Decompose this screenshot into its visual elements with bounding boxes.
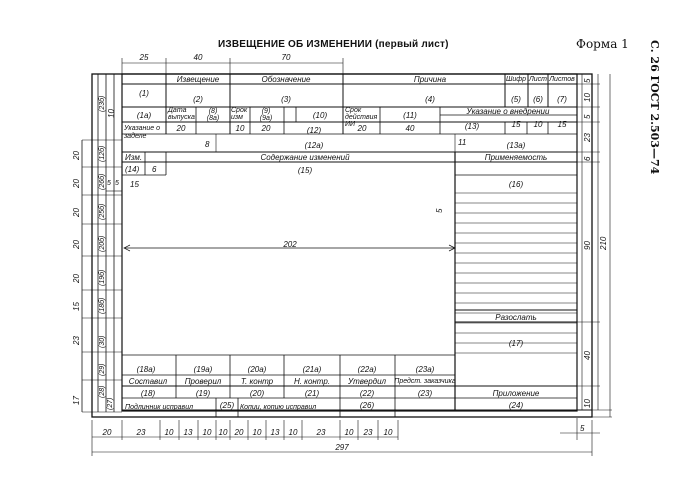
bdim-12: 23 <box>363 428 373 437</box>
field-18: (18) <box>140 389 156 398</box>
field-6: (6) <box>533 95 543 104</box>
field-9a: (9а) <box>259 115 273 122</box>
ldim-1: 20 <box>72 179 81 188</box>
rdim-90: 90 <box>583 241 592 250</box>
lsmall-0: 10 <box>107 109 116 118</box>
field-7: (7) <box>557 95 567 104</box>
dim-20-c: 20 <box>357 124 367 133</box>
dim-20-b: 20 <box>261 124 271 133</box>
field-1a: (1а) <box>136 111 152 120</box>
label-predst-zakazchika: Предст. заказчика <box>394 378 456 385</box>
dim-5-a: 5 <box>435 208 444 213</box>
ldim-3: 20 <box>72 240 81 249</box>
field-20a: (20а) <box>247 365 267 374</box>
lcode-1: (12б) <box>99 145 106 162</box>
field-8: (8) <box>208 108 218 115</box>
lcode-8: (29) <box>99 363 106 376</box>
dim-15-b: 15 <box>557 120 567 129</box>
hdr-izm: Изм. <box>125 153 143 162</box>
lcode-6: (18б) <box>99 297 106 314</box>
lsmall-1: 5 <box>107 180 111 187</box>
field-8a: (8а) <box>206 115 220 122</box>
dim-6: 6 <box>152 165 157 174</box>
field-10: (10) <box>312 111 328 120</box>
rdim-23: 23 <box>583 133 592 142</box>
bdim-9: 10 <box>288 428 298 437</box>
label-utverdil: Утвердил <box>347 377 387 386</box>
field-15: (15) <box>297 166 313 175</box>
dim-40-b: 40 <box>405 124 415 133</box>
hdr-primenyaemost: Применяемость <box>484 153 548 162</box>
field-2: (2) <box>193 95 203 104</box>
dim-25: 25 <box>139 53 149 62</box>
field-21: (21) <box>304 389 320 398</box>
label-srok-deistviya: Срок действия ИИ <box>345 107 378 128</box>
bdim-13: 10 <box>383 428 393 437</box>
lcode-4: (20б) <box>99 235 106 252</box>
field-5: (5) <box>511 95 521 104</box>
label-ukazanie-vnedrenii: Указание о внедрении <box>466 107 550 116</box>
bdim-0: 20 <box>102 428 112 437</box>
lcode-7: (30) <box>99 335 106 348</box>
label-sostavil: Составил <box>128 377 168 386</box>
field-3: (3) <box>281 95 291 104</box>
lcode-3: (25б) <box>99 203 106 220</box>
rdim-6: 6 <box>583 156 592 161</box>
ldim-7: 17 <box>72 396 81 405</box>
hdr-shifr: Шифр <box>505 76 527 83</box>
field-14: (14) <box>125 165 140 174</box>
label-podlinnik-ispravil: Подлинник исправил <box>125 404 194 411</box>
field-23a: (23а) <box>415 365 435 374</box>
field-12a: (12а) <box>304 141 324 150</box>
field-1: (1) <box>139 89 149 98</box>
rdim-40: 40 <box>583 351 592 360</box>
label-data-vypuska: Дата выпуска <box>168 107 195 121</box>
label-prilozhenie: Приложение <box>492 389 540 398</box>
bdim-7: 10 <box>252 428 262 437</box>
hdr-list: Лист <box>528 76 548 83</box>
side-page-label: С. 26 ГОСТ 2.503—74 <box>648 40 661 175</box>
field-4: (4) <box>425 95 435 104</box>
field-23: (23) <box>417 389 433 398</box>
field-13a: (13а) <box>506 141 526 150</box>
label-ukazanie-zadele: Указание о заделе <box>124 125 160 140</box>
lcode-10: (27) <box>107 397 114 410</box>
ldim-5: 15 <box>72 302 81 311</box>
bdim-6: 20 <box>234 428 244 437</box>
bdim-4: 10 <box>202 428 212 437</box>
field-26: (26) <box>359 401 375 410</box>
field-20: (20) <box>249 389 265 398</box>
field-25: (25) <box>219 401 235 410</box>
lcode-2: (26б) <box>99 173 106 190</box>
bdim-1: 23 <box>136 428 146 437</box>
field-21a: (21а) <box>302 365 322 374</box>
bdim-11: 10 <box>344 428 354 437</box>
field-17: (17) <box>508 339 524 348</box>
ldim-2: 20 <box>72 208 81 217</box>
dim-40: 40 <box>193 53 203 62</box>
field-12: (12) <box>306 126 322 135</box>
rdim-5-b: 5 <box>583 114 592 119</box>
label-t-kontr: Т. контр <box>240 377 274 386</box>
hdr-listov: Листов <box>549 76 575 83</box>
field-22a: (22а) <box>357 365 377 374</box>
lcode-0: (23б) <box>99 95 106 112</box>
bdim-10: 23 <box>316 428 326 437</box>
bdim-2: 10 <box>164 428 174 437</box>
dim-20-a: 20 <box>176 124 186 133</box>
dim-202: 202 <box>283 240 297 249</box>
lsmall-2: 5 <box>115 180 119 187</box>
ldim-6: 23 <box>72 336 81 345</box>
bdim-8: 13 <box>270 428 280 437</box>
rdim-5-a: 5 <box>583 78 592 83</box>
dim-11: 11 <box>458 138 467 147</box>
field-22: (22) <box>359 389 375 398</box>
bdim-3: 13 <box>183 428 193 437</box>
bdim-5: 10 <box>218 428 228 437</box>
field-18a: (18а) <box>136 365 156 374</box>
field-13: (13) <box>464 122 480 131</box>
form-label: Форма 1 <box>576 37 629 51</box>
label-proveril: Проверил <box>184 377 222 386</box>
hdr-prichina: Причина <box>413 75 447 84</box>
hdr-oboznachenie: Обозначение <box>261 75 311 84</box>
rdim-10-b: 10 <box>583 399 592 408</box>
label-n-kontr: Н. контр. <box>293 377 331 386</box>
label-razoslat: Разослать <box>495 313 537 322</box>
lcode-5: (19б) <box>99 269 106 286</box>
hdr-soderzhanie: Содержание изменений <box>260 153 350 162</box>
ldim-4: 20 <box>72 274 81 283</box>
field-16: (16) <box>508 180 524 189</box>
dim-70: 70 <box>281 53 291 62</box>
rdim-10-a: 10 <box>583 93 592 102</box>
dim-5-bottom: 5 <box>580 424 585 433</box>
field-9: (9) <box>261 108 271 115</box>
dim-15-a: 15 <box>511 120 521 129</box>
ldim-0: 20 <box>72 151 81 160</box>
dim-15-c: 15 <box>130 180 139 189</box>
label-kopii-ispravil: Копии, копию исправил <box>240 404 317 411</box>
dim-total-width: 297 <box>335 443 349 452</box>
field-19a: (19а) <box>193 365 213 374</box>
hdr-izveschenie: Извещение <box>176 75 220 84</box>
label-srok-izm: Срок изм <box>231 107 248 121</box>
field-24: (24) <box>508 401 524 410</box>
field-19: (19) <box>195 389 211 398</box>
rdim-210: 210 <box>599 236 608 250</box>
dim-10-a: 10 <box>235 124 245 133</box>
dim-10-b: 10 <box>533 120 543 129</box>
lcode-9: (28) <box>99 385 106 398</box>
dim-8: 8 <box>205 140 210 149</box>
field-11: (11) <box>403 111 417 120</box>
form-title: ИЗВЕЩЕНИЕ ОБ ИЗМЕНЕНИИ (первый лист) <box>218 39 449 50</box>
